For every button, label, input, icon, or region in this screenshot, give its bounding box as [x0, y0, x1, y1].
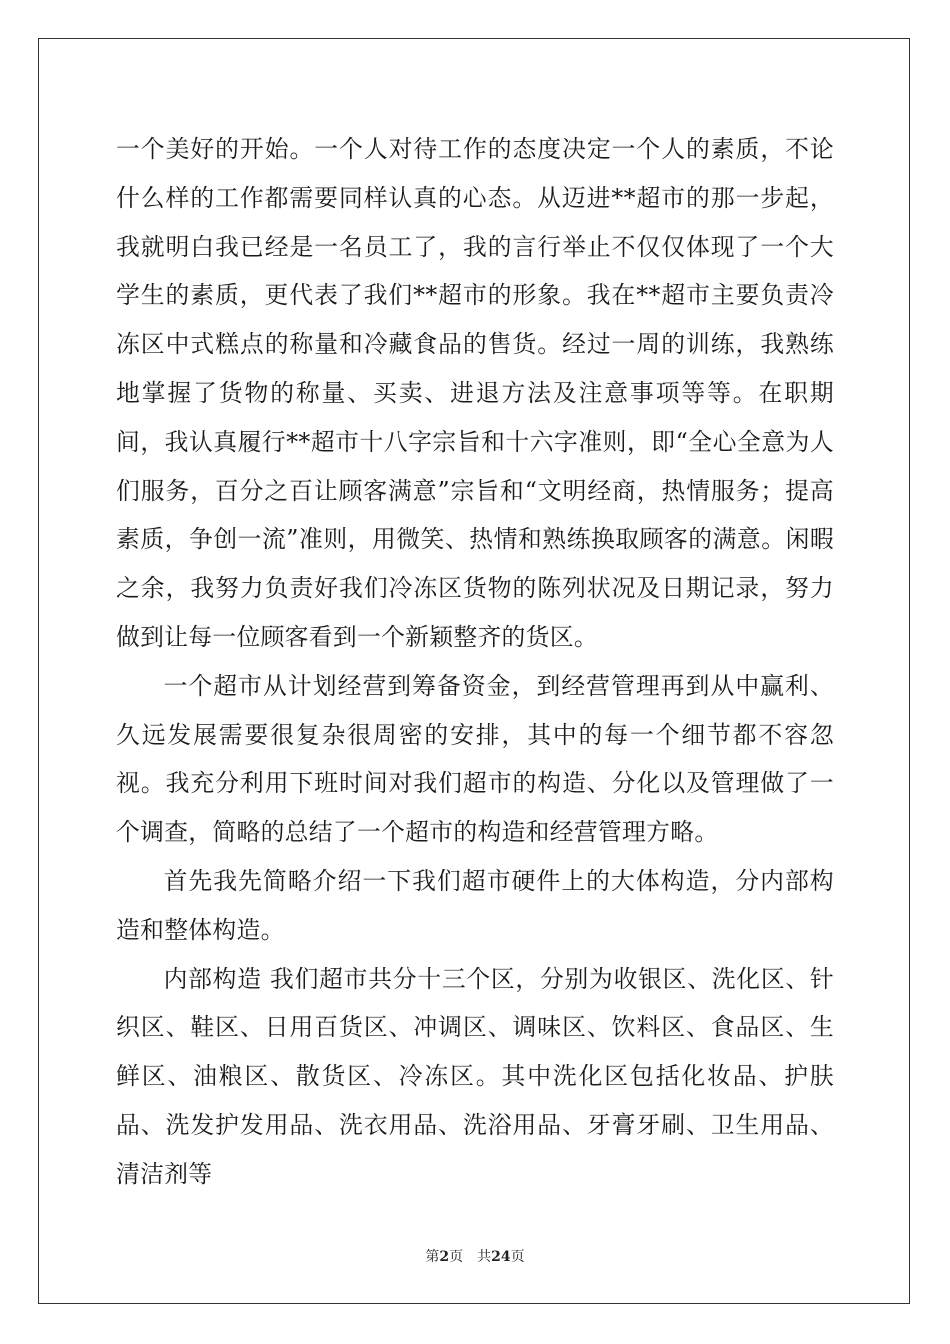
paragraph-2: 一个超市从计划经营到筹备资金，到经营管理再到从中赢利、久远发展需要很复杂很周密的安排，其中的每一个细节都不容忽视。我充分利用下班时间对我们超市的构造、分化以及管理做了一个调查，简略的总结了一个超市的构造和经营管理方略。	[116, 671, 834, 847]
paragraph-1: 一个美好的开始。一个人对待工作的态度决定一个人的素质，不论什么样的工作都需要同样认真的心态。从迈进**超市的那一步起，我就明白我已经是一名员工了，我的言行举止不仅仅体现了一个大学生的素质，更代表了我们**超市的形象。我在**超市主要负责冷冻区中式糕点的称量和冷藏食品的售货。经过一周的训练，我熟练地掌握了货物的称量、买卖、进退方法及注意事项等等。在职期间，我认真履行**超市十八字宗旨和十六字准则，即“全心全意为人们服务，百分之百让顾客满意”宗旨和“文明经商，热情服务；提高素质，争创一流”准则，用微笑、热情和熟练换取顾客的满意。闲暇之余，我努力负责好我们冷冻区货物的陈列状况及日期记录，努力做到让每一位顾客看到一个新颖整齐的货区。	[116, 135, 834, 651]
page-footer	[0, 1246, 950, 1266]
paragraph-4: 内部构造 我们超市共分十三个区，分别为收银区、洗化区、针织区、鞋区、日用百货区、冲调区、调味区、饮料区、食品区、生鲜区、油粮区、散货区、冷冻区。其中洗化区包括化妆品、护肤品、洗发护发用品、洗衣用品、洗浴用品、牙膏牙刷、卫生用品、清洁剂等	[116, 964, 834, 1188]
page-suffix: 页	[449, 1249, 464, 1265]
total-pages: 24	[491, 1249, 511, 1265]
total-suffix: 页	[510, 1249, 525, 1265]
document-body	[116, 125, 834, 1199]
page-number: 2	[439, 1249, 450, 1265]
total-prefix: 共	[477, 1249, 492, 1265]
paragraph-3: 首先我先简略介绍一下我们超市硬件上的大体构造，分内部构造和整体构造。	[116, 866, 834, 944]
page-prefix: 第	[425, 1249, 440, 1265]
